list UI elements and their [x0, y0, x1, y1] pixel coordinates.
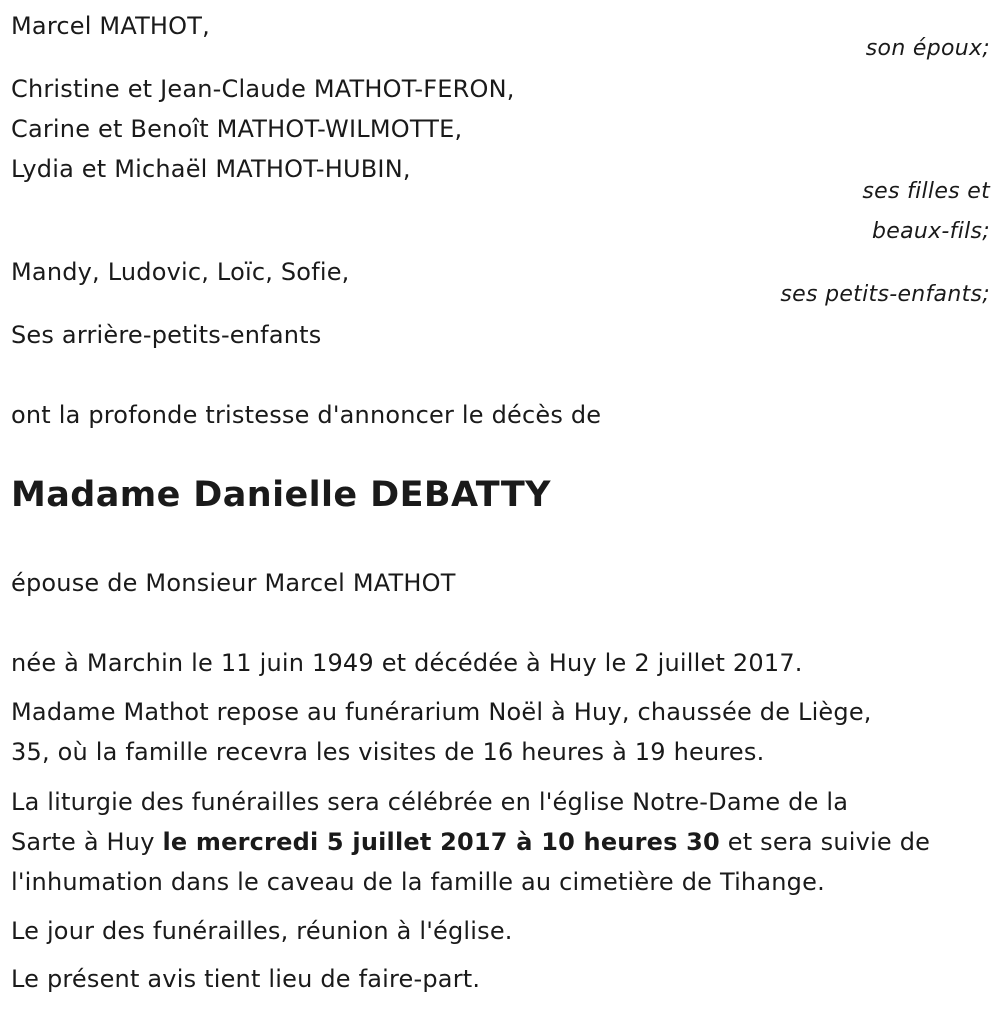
liturgy-line-2-start: Sarte à Huy [11, 828, 163, 856]
notice-line: Le présent avis tient lieu de faire-part. [11, 965, 481, 993]
liturgy-line-2-end: et sera suivie de [719, 828, 931, 856]
grandchildren-role: ses petits-enfants; [780, 282, 990, 307]
daughters-role-line-1: ses filles et [862, 179, 990, 204]
repose-line-1: Madame Mathot repose au funérarium Noël à Huy, chaussée de Liège, [11, 698, 872, 726]
husband-role: son époux; [865, 36, 990, 61]
daughter-couple-1: Christine et Jean-Claude MATHOT-FERON, [11, 75, 515, 103]
husband-name: Marcel MATHOT, [11, 12, 210, 40]
funeral-date-time: le mercredi 5 juillet 2017 à 10 heures 30 [162, 828, 720, 856]
birth-death-line: née à Marchin le 11 juin 1949 et décédée à Huy le 2 juillet 2017. [11, 649, 803, 677]
repose-line-2: 35, où la famille recevra les visites de 16 heures à 19 heures. [11, 738, 765, 766]
announcement-intro: ont la profonde tristesse d'annoncer le décès de [11, 401, 602, 429]
daughters-role-line-2: beaux-fils; [871, 219, 990, 244]
daughter-couple-3: Lydia et Michaël MATHOT-HUBIN, [11, 155, 411, 183]
liturgy-line-1: La liturgie des funérailles sera célébrée en l'église Notre-Dame de la [11, 788, 849, 816]
daughter-couple-2: Carine et Benoît MATHOT-WILMOTTE, [11, 115, 463, 143]
deceased-name: Madame Danielle DEBATTY [11, 475, 551, 515]
spouse-line: épouse de Monsieur Marcel MATHOT [11, 569, 456, 597]
meeting-line: Le jour des funérailles, réunion à l'église. [11, 917, 513, 945]
liturgy-line-3: l'inhumation dans le caveau de la famille au cimetière de Tihange. [11, 868, 825, 896]
liturgy-line-2 [11, 822, 930, 862]
grandchildren-names: Mandy, Ludovic, Loïc, Sofie, [11, 258, 350, 286]
great-grandchildren: Ses arrière-petits-enfants [11, 321, 322, 349]
